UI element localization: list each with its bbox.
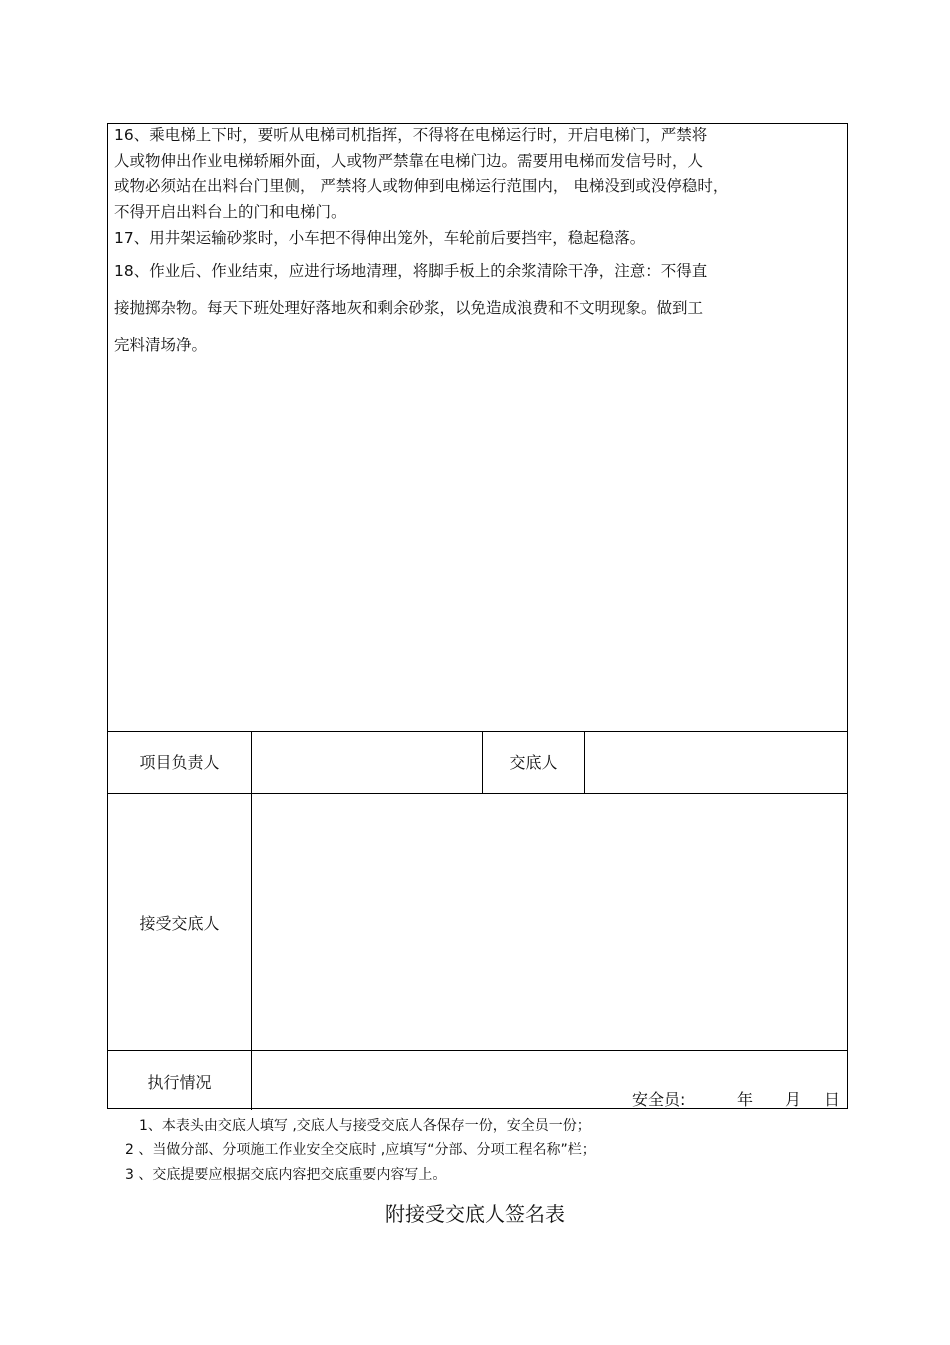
recipient-label: 接受交底人 bbox=[139, 914, 220, 933]
content-line-8: 完料清场净。 bbox=[114, 336, 208, 354]
column-divider bbox=[584, 731, 585, 793]
note-2: 2 、当做分部、分项施工作业安全交底时 ,应填写“分部、分项工程名称”栏； bbox=[125, 1142, 596, 1158]
content-line-6: 18、作业后、作业结束，应进行场地清理，将脚手板上的余浆清除干净，注意：不得直 bbox=[114, 262, 708, 280]
safety-officer-label: 安全员: bbox=[632, 1090, 686, 1109]
year-label: 年 bbox=[737, 1090, 754, 1109]
row-divider bbox=[108, 793, 847, 794]
month-label: 月 bbox=[785, 1090, 802, 1109]
footer-title: 附接受交底人签名表 bbox=[385, 1202, 565, 1226]
content-line-3: 或物必须站在出料台门里侧， 严禁将人或物伸到电梯运行范围内， 电梯没到或没停稳时， bbox=[114, 177, 729, 195]
day-label: 日 bbox=[824, 1090, 841, 1109]
disclosure-form bbox=[107, 123, 848, 1109]
column-divider bbox=[251, 731, 252, 1110]
content-line-1: 16、乘电梯上下时，要听从电梯司机指挥，不得将在电梯运行时，开启电梯门，严禁将 bbox=[114, 126, 708, 144]
content-line-5: 17、用井架运输砂浆时，小车把不得伸出笼外，车轮前后要挡牢，稳起稳落。 bbox=[114, 229, 646, 247]
content-line-2: 人或物伸出作业电梯轿厢外面，人或物严禁靠在电梯门边。需要用电梯而发信号时，人 bbox=[114, 152, 704, 170]
execution-label: 执行情况 bbox=[147, 1073, 212, 1092]
content-line-4: 不得开启出料台上的门和电梯门。 bbox=[114, 203, 347, 221]
note-3: 3 、交底提要应根据交底内容把交底重要内容写上。 bbox=[125, 1167, 447, 1183]
presenter-label: 交底人 bbox=[509, 753, 558, 772]
note-1: 1、本表头由交底人填写 ,交底人与接受交底人各保存一份，安全员一份； bbox=[139, 1118, 591, 1134]
row-divider bbox=[108, 731, 847, 732]
row-divider bbox=[108, 1050, 847, 1051]
project-leader-label: 项目负责人 bbox=[139, 753, 220, 772]
content-line-7: 接抛掷杂物。每天下班处理好落地灰和剩余砂浆，以免造成浪费和不文明现象。做到工 bbox=[114, 299, 704, 317]
